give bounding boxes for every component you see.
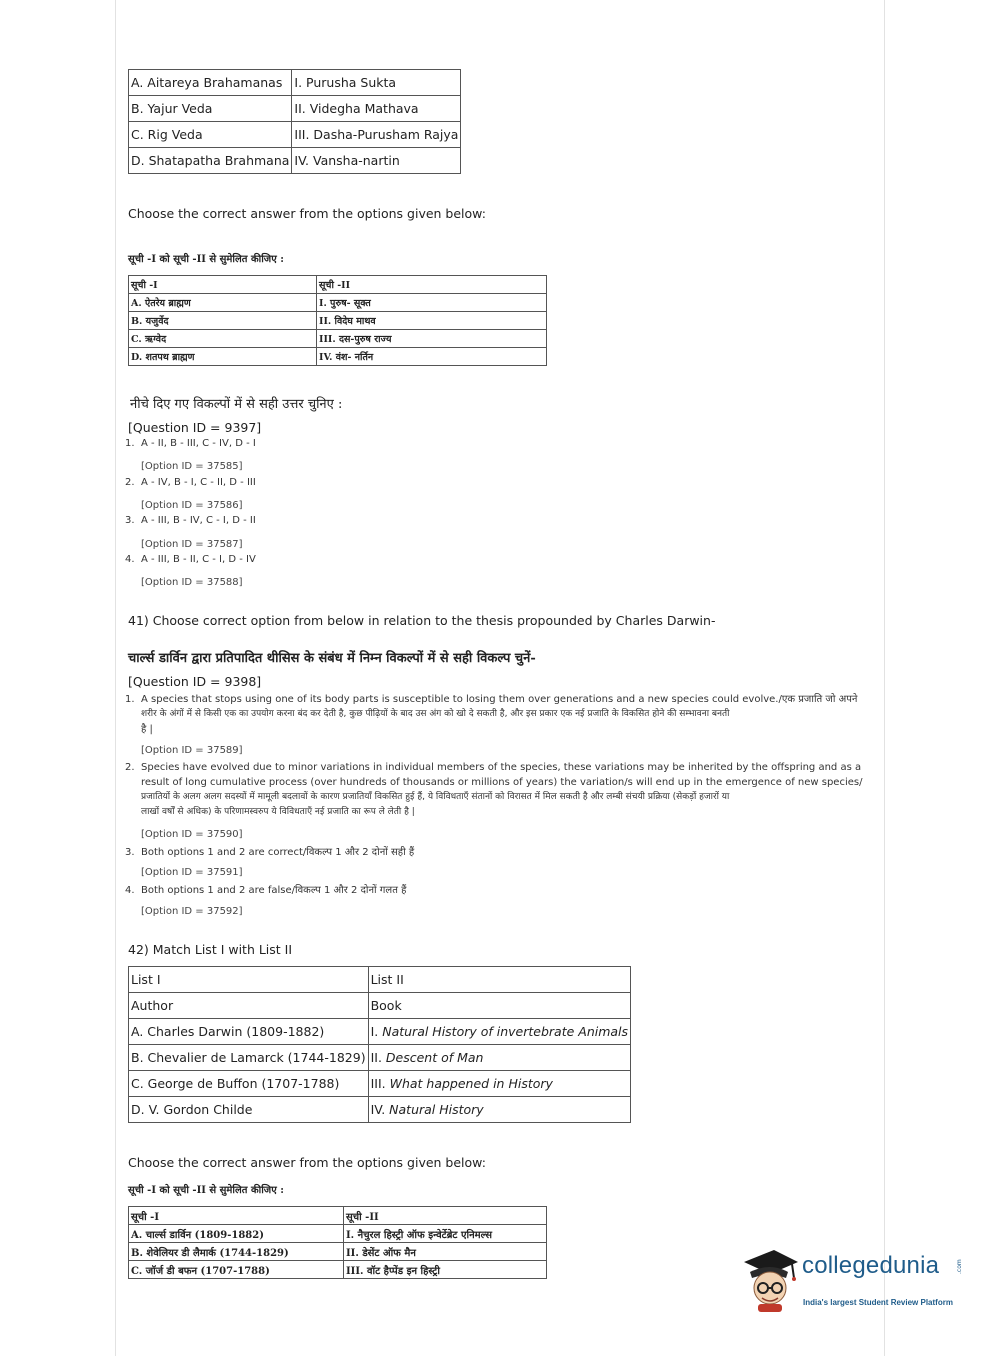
table-row: D. V. Gordon Childe IV. Natural History — [129, 1097, 631, 1123]
table-row: C. जॉर्ज डी बफन (1707-1788) III. वॉट हैप्पेंड इन हिस्ट्री — [129, 1261, 547, 1279]
option-id: [Option ID = 37591] — [141, 867, 243, 878]
table-row: B. Yajur Veda II. Videgha Mathava — [129, 96, 461, 122]
match-table-hindi-q40 — [128, 275, 547, 366]
option-item: 2. A - IV, B - I, C - II, D - III — [125, 477, 256, 488]
option-item: 4. A - III, B - II, C - I, D - IV — [125, 554, 256, 565]
table-row: B. Chevalier de Lamarck (1744-1829) II. Descent of Man — [129, 1045, 631, 1071]
logo-tagline: India's largest Student Review Platform — [803, 1298, 953, 1307]
question-title-hindi: चार्ल्स डार्विन द्वारा प्रतिपादित थीसिस के संबंध में निम्न विकल्पों में से सही विकल्प चुनें- — [128, 651, 536, 666]
option-id: [Option ID = 37588] — [141, 577, 243, 588]
logo-text: collegedunia — [802, 1252, 940, 1279]
question-id: [Question ID = 9398] — [128, 674, 262, 689]
table-row: A. Charles Darwin (1809-1882) I. Natural History of invertebrate Animals — [129, 1019, 631, 1045]
table-row: A. चार्ल्स डार्विन (1809-1882) I. नैचुरल हिस्ट्री ऑफ इन्वेर्टेब्रेट एनिमल्स — [129, 1225, 547, 1243]
match-table-hindi-q42 — [128, 1206, 547, 1279]
right-page-border — [884, 0, 885, 1356]
choose-instruction: Choose the correct answer from the options given below: — [128, 206, 486, 221]
left-page-border — [115, 0, 116, 1356]
choose-instruction: Choose the correct answer from the options given below: — [128, 1155, 486, 1170]
option-item: 3. A - III, B - IV, C - I, D - II — [125, 515, 256, 526]
option-item: 1. A species that stops using one of its body parts is susceptible to losing them over generations and a new species could evolve./एक प्रजाति जो अपने शरीर के अंगों में से किसी एक का उपयोग करना बंद कर देती है, कुछ पीढ़ियों के बाद उस अंग को खो दे सकती है, और इस प्रकार एक नई प्रजाति के विकसित होने की सम्भावना बनती है | — [125, 694, 858, 735]
option-id: [Option ID = 37592] — [141, 906, 243, 917]
table-row: D. शतपथ ब्राह्मण IV. वंश- नर्तिन — [129, 348, 547, 366]
question-title: 42) Match List I with List II — [128, 942, 293, 957]
table-row: C. Rig Veda III. Dasha-Purusham Rajya — [129, 122, 461, 148]
option-id: [Option ID = 37585] — [141, 461, 243, 472]
match-table-english-q42 — [128, 966, 631, 1123]
option-id: [Option ID = 37586] — [141, 500, 243, 511]
option-item: 4. Both options 1 and 2 are false/विकल्प 1 और 2 दोनों गलत हैं — [125, 885, 407, 896]
table-row: Author Book — [129, 993, 631, 1019]
option-id: [Option ID = 37590] — [141, 829, 243, 840]
option-id: [Option ID = 37587] — [141, 539, 243, 550]
table-row: B. शेवेलियर डी लैमार्क (1744-1829) II. डेसेंट ऑफ मैन — [129, 1243, 547, 1261]
table-row: D. Shatapatha Brahmana IV. Vansha-nartin — [129, 148, 461, 174]
option-item: 1. A - II, B - III, C - IV, D - I — [125, 438, 256, 449]
table-row: सूची -I सूची -II — [129, 1207, 547, 1225]
table-row: C. ऋग्वेद III. दस-पुरुष राज्य — [129, 330, 547, 348]
match-instruction-hindi: सूची -I को सूची -II से सुमेलित कीजिए : — [128, 1185, 284, 1196]
choose-instruction-hindi: नीचे दिए गए विकल्पों में से सही उत्तर चुनिए : — [130, 397, 343, 412]
match-table-english-q40 — [128, 69, 461, 174]
table-row: B. यजुर्वेद II. विदेघ माथव — [129, 312, 547, 330]
option-id: [Option ID = 37589] — [141, 745, 243, 756]
table-row: A. Aitareya Brahamanas I. Purusha Sukta — [129, 70, 461, 96]
option-item: 2. Species have evolved due to minor variations in individual members of the species, these variations may be inherited by the offspring and as a result of long cumulative process (over hundreds of thousands or millions of years) the variation/s will end up in the emergence of new species/ प्रजातियों के अलग अलग सदस्यों में मामूली बदलावों के कारण प्रजातियाँ विकसित हुई हैं, ये विविधताएँ संतानों को विरासत में मिल सकती है और लम्बी संचयी प्रक्रिया (सेकड़ों हजारों या लाखों वर्षों से अधिक) के परिणामस्वरुप ये विविधताएँ नई प्रजाति का रूप ले लेती है | — [125, 762, 863, 817]
table-row: A. ऐतरेय ब्राह्मण I. पुरुष- सूक्त — [129, 294, 547, 312]
table-row: C. George de Buffon (1707-1788) III. What happened in History — [129, 1071, 631, 1097]
table-row: List I List II — [129, 967, 631, 993]
logo-domain: .com — [956, 1259, 963, 1274]
question-id: [Question ID = 9397] — [128, 420, 262, 435]
collegedunia-logo[interactable] — [740, 1246, 970, 1316]
match-instruction-hindi: सूची -I को सूची -II से सुमेलित कीजिए : — [128, 254, 284, 265]
mascot-icon — [740, 1248, 802, 1314]
question-title: 41) Choose correct option from below in relation to the thesis propounded by Charles Darwin- — [128, 613, 716, 628]
table-row: सूची -I सूची -II — [129, 276, 547, 294]
option-item: 3. Both options 1 and 2 are correct/विकल्प 1 और 2 दोनों सही हैं — [125, 847, 415, 858]
